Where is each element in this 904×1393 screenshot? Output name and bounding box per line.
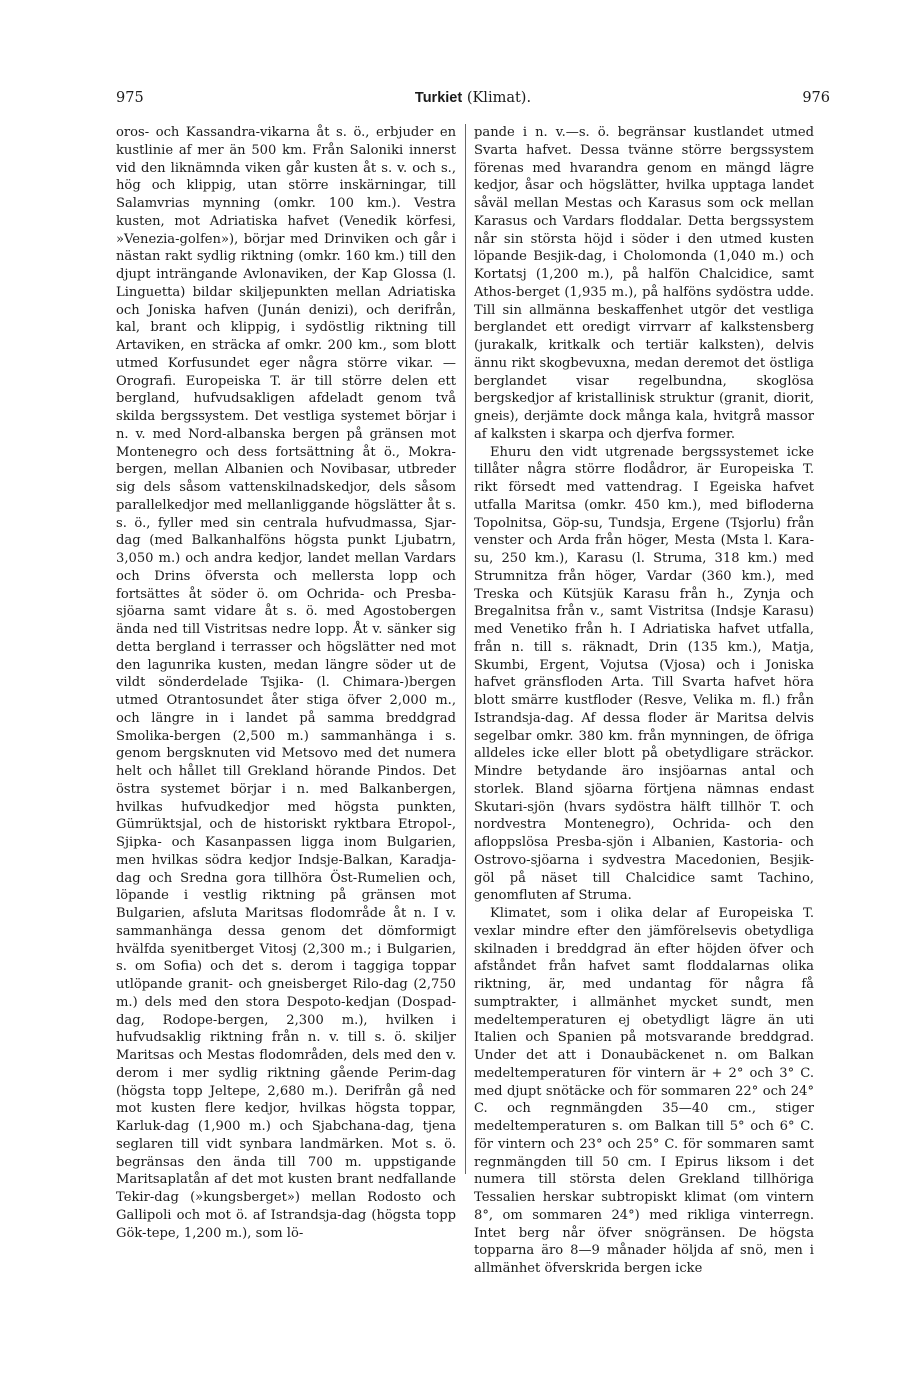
column-divider [465,124,466,1174]
left-column [116,124,456,1242]
paragraph: pande i n. v.—s. ö. begränsar kustlandet utmed Svarta hafvet. Dessa tvänne större bergssystem förenas med hvarandra genom en mängd lägre kedjor, åsar och högslätter, hvilka upptaga landet såväl mellan Mestas och Karasus som ock mellan Karasus och Vardars floddalar. Detta bergssystem når sin största höjd i söder i den utmed kusten löpande Besjik-dag, i Cholomonda (1,040 m.) och Kortatsj (1,200 m.), på halfön Chalcidice, samt Athos-berget (1,935 m.), på halföns sydöstra udde. Till sin allmänna beskaffenhet utgör det vestliga berglandet ett oredigt virrvarr af kalkstensberg (jurakalk, kritkalk och tertiär kalksten), delvis ännu rikt skogbevuxna, medan deremot det östliga berglandet visar regelbundna, skoglösa bergskedjor af kristallinisk struktur (granit, diorit, gneis), derjämte dock många kala, hvitgrå massor af kalksten i skarpa och djerfva former. [474,125,814,442]
paragraph: Ehuru den vidt utgrenade bergssystemet icke tillåter några större flodådror, är Europeiska T. rikt försedt med vattendrag. I Egeiska hafvet utfalla Maritsa (omkr. 450 km.), med bifloderna Topolnitsa, Göp-su, Tundsja, Ergene (Tsjorlu) från venster och Arda från höger, Mesta (Msta l. Kara-su, 250 km.), Karasu (l. Struma, 318 km.) med Strumnitza från höger, Vardar (360 km.), med Treska och Kütsjük Karasu från h., Zynja och Bregalnitsa från v., samt Vistritsa (Indsje Karasu) med Venetiko från h. I Adriatiska hafvet utfalla, från n. till s. räknadt, Drin (135 km.), Matja, Skumbi, Ergent, Vojutsa (Vjosa) och i Joniska hafvet gränsfloden Arta. Till Svarta hafvet höra blott smärre kustfloder (Resve, Velika m. fl.) från Istrandsja-dag. Af dessa floder är Maritsa delvis segelbar omkr. 380 km. från mynningen, de öfriga alldeles icke eller blott på obetydligare sträckor. Mindre betydande äro insjöarnas antal och storlek. Bland sjöarna förtjena nämnas endast Skutari-sjön (hvars sydöstra hälft tillhör T. och nordvestra Montenegro), Ochrida- och den afloppslösa Presba-sjön i Albanien, Kastoria- och Ostrovo-sjöarna i sydvestra Macedonien, Besjik-göl på näset till Chalcidice samt Tachino, genomfluten af Struma. [474,444,814,904]
page-number-left: 975 [116,90,144,106]
running-head [116,88,830,108]
paragraph: Klimatet, som i olika delar af Europeiska T. vexlar mindre efter den jämförelsevis obetydliga skilnaden i breddgrad än efter höjden öfver och afståndet från hafvet samt floddalarnas olika riktning, är, med undantag för några få sumptrakter, i allmänhet mycket sundt, men medeltemperaturen ej obetydligt lägre än uti Italien och Spanien på motsvarande breddgrad. Under det att i Donaubäckenet n. om Balkan medeltemperaturen för vintern är + 2° och 3° C. med djupt snötäcke och för sommaren 22° och 24° C. och regnmängden 35—40 cm., stiger medeltemperaturen s. om Balkan till 5° och 6° C. för vintern och 23° och 25° C. för sommaren samt regnmängden till 50 cm. I Epirus liksom i det numera till största delen Grekland tillhöriga Tessalien herskar subtropiskt klimat (om vintern 8°, om sommaren 24°) med rikliga vinterregn. Intet berg når öfver snögränsen. De högsta topparna äro 8—9 månader höljda af snö, men i allmänhet öfverskrida bergen icke [474,906,814,1276]
paragraph: oros- och Kassandra-vikarna åt s. ö., erbjuder en kustlinie af mer än 500 km. Från Saloniki innerst vid den liknämnda viken går kusten åt s. v. och s., hög och klippig, utan större inskärningar, till Salamvrias mynning (omkr. 100 km.). Vestra kusten, mot Adriatiska hafvet (Venedik körfesi, »Venezia-golfen»), börjar med Drinviken och går i nästan rakt sydlig riktning (omkr. 160 km.) till den djupt inträngande Avlonaviken, der Kap Glossa (l. Linguetta) bildar skiljepunkten mellan Adriatiska och Joniska hafven (Junán denizi), och derifrån, kal, brant och klippig, i sydöstlig riktning till Artaviken, en sträcka af omkr. 200 km., som blott utmed Korfusundet eger några större vikar. — Orografi. Europeiska T. är till större delen ett bergland, hufvudsakligen afdeladt genom två skilda bergssystem. Det vestliga systemet börjar i n. v. med Nord-albanska bergen på gränsen mot Montenegro och dess fortsättning åt ö., Mokra-bergen, mellan Albanien och Novibasar, utbreder sig dels såsom vattenskilnadskedjor, dels såsom parallelkedjor med mellanliggande högslätter åt s. s. ö., fyller med sin centrala hufvudmassa, Sjar-dag (med Balkanhalföns högsta punkt Ljubatrn, 3,050 m.) och andra kedjor, landet mellan Vardars och Drins öfversta och mellersta lopp och fortsättes åt söder ö. om Ochrida- och Presba-sjöarna samt vidare åt s. ö. med Agostobergen ända ned till Vistritsas nedre lopp. Åt v. sänker sig detta bergland i terrasser och högslätter ned mot den lagunrika kusten, medan längre söder ut de vildt sönderdelade Tsjika- (l. Chimara-)bergen utmed Otrantosundet åter stiga öfver 2,000 m., och längre in i landet på samma breddgrad Smolika-bergen (2,500 m.) sammanhänga i s. genom bergsknuten vid Metsovo med det numera helt och hållet till Grekland hörande Pindos. Det östra systemet börjar i n. med Balkanbergen, hvilkas hufvudkedjor med högsta punkten, Gümrüktsjal, och de historiskt ryktbara Etropol-, Sjipka- och Kasanpassen ligga inom Bulgarien, men hvilkas södra kedjor Indsje-Balkan, Karadja-dag och Sredna gora tillhöra Öst-Rumelien och, löpande i vestlig riktning på gränsen mot Bulgarien, afsluta Maritsas flodområde åt n. I v. sammanhänga dessa genom det dömformigt hvälfda syenitberget Vitosj (2,300 m.; i Bulgarien, s. om Sofia) och det s. derom i taggiga toppar utlöpande granit- och gneisberget Rilo-dag (2,750 m.) dels med den stora Despoto-kedjan (Dospad-dag, Rodope-bergen, 2,300 m.), hvilken i hufvudsaklig riktning från n. v. till s. ö. skiljer Maritsas och Mestas flodområden, dels med den v. derom i mer sydlig riktning gående Perim-dag (högsta topp Jeltepe, 2,680 m.). Derifrån gå ned mot kusten flere kedjor, hvilkas högsta toppar, Karluk-dag (1,900 m.) och Sjabchana-dag, tjena seglaren till vidt synbara landmärken. Mot s. ö. begränsas den ända till 700 m. uppstigande Maritsaplatån af det mot kusten brant nedfallande Tekir-dag (»kungsberget») mellan Rodosto och Gallipoli och mot ö. af Istrandsja-dag (högsta topp Gök-tepe, 1,200 m.), som lö- [116,125,456,1241]
page-number-right: 976 [802,90,830,106]
page-header [116,88,830,110]
running-head-subtitle: (Klimat). [466,90,532,106]
right-column [474,124,814,1278]
running-head-title: Turkiet [414,90,463,106]
